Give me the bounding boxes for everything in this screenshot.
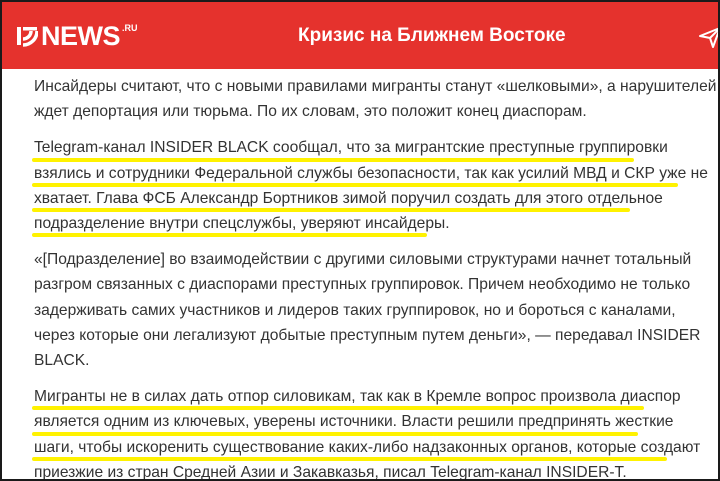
text-line: разгром связанных с диаспорами преступных группировок. Причем необходимо не только [34, 276, 691, 294]
logo-text: NEWS [41, 20, 120, 51]
article-body [34, 74, 717, 481]
site-header [2, 2, 718, 69]
highlighted-line [34, 460, 684, 481]
text-line: «[Подразделение] во взаимодействии с другими силовыми структурами начнет тотальный [34, 251, 692, 269]
text-line: является одним из ключевых, уверены источники. Власти решили предпринять жесткие [34, 413, 674, 431]
highlighted-line [34, 135, 684, 160]
text-line: Инсайдеры считают, что с новыми правилами мигранты станут «шелковыми», а нарушителей [34, 78, 717, 95]
text-line: хватает. Глава ФСБ Александр Бортников зимой поручил создать для этого отдельное [34, 189, 663, 207]
article-paragraph-1 [34, 74, 717, 124]
highlight-underline [32, 233, 427, 237]
text-line: взялись и сотрудники Федеральной службы безопасности, так как усилий МВД и СКР уже не [34, 164, 708, 182]
text-line: задерживать самих участников и лидеров таких группировок, но и бороться с каналами, [34, 301, 676, 319]
article-paragraph-3 [34, 247, 701, 373]
logo-suffix: .RU [122, 23, 138, 33]
share-icon[interactable] [699, 26, 720, 48]
text-line: ждет депортация или тюрьма. По их словам, это положит конец диаспорам. [34, 103, 587, 121]
highlighted-line [34, 384, 684, 409]
text-line: подразделение внутри спецслужбы, уверяют инсайдеры. [34, 215, 450, 233]
highlighted-line [34, 409, 684, 434]
text-line: BLACK. [34, 352, 90, 370]
text-line: Telegram-канал INSIDER BLACK сообщал, что за мигрантские преступные группировки [34, 139, 668, 157]
site-logo[interactable] [16, 21, 138, 51]
highlighted-line [34, 435, 701, 460]
article-paragraph-4-highlighted [34, 384, 701, 481]
highlighted-line [34, 161, 708, 186]
section-title[interactable]: Кризис на Ближнем Востоке [298, 25, 566, 46]
highlighted-line [34, 186, 684, 211]
text-line: Мигранты не в силах дать отпор силовикам, так как в Кремле вопрос произвола диаспор [34, 388, 681, 406]
highlighted-line [34, 211, 684, 236]
rss-logo-icon [16, 24, 38, 48]
article-paragraph-2-highlighted [34, 135, 708, 236]
text-line: через которые они легализуют добытые преступным путем деньги», — передавал INSIDER [34, 326, 701, 344]
text-line: шаги, чтобы искоренить существование каких-либо надзаконных органов, которые создают [34, 438, 701, 456]
text-line: приезжие из стран Средней Азии и Закавказья, писал Telegram-канал INSIDER-T. [34, 463, 627, 481]
